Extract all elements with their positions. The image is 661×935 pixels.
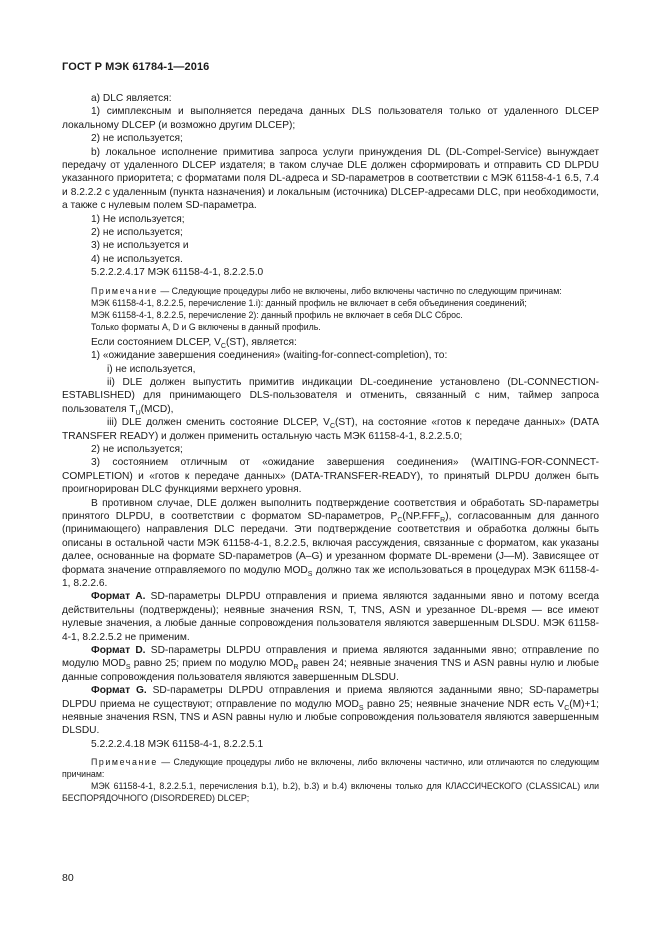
paragraph-text: 2) не используется; [91, 443, 183, 455]
note-block-1 [62, 285, 599, 333]
paragraph [62, 738, 599, 751]
paragraph-text: 2) не используется; [91, 133, 183, 145]
note-label: Примечание [91, 757, 158, 768]
paragraph-text: 1) «ожидание завершения соединения» (waiting-for-connect-completion), то: [91, 350, 448, 362]
note-items [62, 297, 599, 333]
paragraph [62, 590, 599, 644]
paragraph-text: 1) симплексным и выполняется передача данных DLS пользователя только от удаленного DLCEP локальному DLCEP (и возможно другим DLCEP); [62, 106, 599, 131]
paragraph [62, 497, 599, 591]
note-item: МЭК 61158-4-1, 8.2.2.5, перечисление 2): данный профиль не включает в себя DLC Сброс. [91, 309, 463, 320]
note-block-2 [62, 756, 599, 804]
paragraph [62, 684, 599, 738]
paragraph-text: i) не используется, [107, 363, 196, 375]
note-label: Примечание [91, 285, 158, 296]
note-item: МЭК 61158-4-1, 8.2.2.5.1, перечисления b.1), b.2), b.3) и b.4) включены только для КЛАССИЧЕСКОГО (CLASSICAL) или БЕСПОРЯДОЧНОГО (DISORDERED) DLCEP; [62, 781, 599, 804]
paragraph [62, 146, 599, 213]
note-item: МЭК 61158-4-1, 8.2.2.5, перечисление 1.i): данный профиль не включает в себя объединения соединений; [91, 297, 527, 308]
paragraph-text: SD-параметры DLPDU отправления и приема являются заданными явно и потому всегда действительны (подтверждены); неявные значения RSN, T, TNS, ASN и урезанное DL-время — все имеют нулевые значения, а любые данные сопровождения пользователя являются завершенным DLSDU. МЭК 61158-4-1, 8.2.2.5.2 не применим. [62, 591, 599, 643]
paragraph [62, 213, 599, 226]
page-body [62, 92, 599, 807]
note-intro: Примечание — Следующие процедуры либо не включены, либо включены частично по следующим причинам: [91, 285, 562, 296]
paragraph-text: SD-параметры DLPDU отправления и приема являются заданными явно; отправление по модулю $MOD_S$ равно 25; прием по модулю $MOD_R$ равен 24; неявные значения TNS и ASN равны нулю и любые данные сопровождения пользователя являются завершенным DLSDU. [62, 645, 600, 683]
note-intro: Примечание — Следующие процедуры либо не включены, либо включены частично, или отличаются по следующим причинам: [62, 757, 599, 780]
paragraph-text: 4) не используется. [91, 253, 183, 265]
paragraph [62, 253, 599, 266]
format-label: Формат G. [91, 685, 147, 697]
paragraph-text: ii) DLE должен выпустить примитив индикации DL-соединение установлено (DL-CONNECTION-ESTABLISHED) для принимающего DLS-пользователя и отменить, связанный с ним, таймер запроса пользователя $T_U(MCD)$, [62, 376, 599, 417]
paragraph [62, 239, 599, 252]
paragraph-text: 2) не используется; [91, 227, 183, 239]
paragraph [62, 226, 599, 239]
paragraph-text: 5.2.2.2.4.17 МЭК 61158-4-1, 8.2.2.5.0 [91, 267, 264, 279]
paragraph-text: b) локальное исполнение примитива запроса услуги принуждения DL (DL-Compel-Service) вынуждает передачу от удаленного DLCEP издателя; в таком случае DLE должен сформировать и отправить CD DLPDU указанного приоритета; с форматами поля DL-адреса и SD-параметров в соответствии с МЭК 61158-4-1 6.5, 7.4 и 8.2.2.2 с удаленным (пункта назначения) и локальным (источника) DLCEP-адресами DLC, при необходимости, а также с нулевым полем SD-параметра. [62, 146, 599, 212]
document-header: ГОСТ Р МЭК 61784-1—2016 [62, 61, 210, 73]
paragraph [62, 363, 599, 376]
page-number: 80 [62, 872, 74, 884]
paragraph [62, 443, 599, 456]
paragraph [62, 92, 599, 105]
paragraph-text: 3) состоянием отличным от «ожидание завершения соединения» (WAITING-FOR-CONNECT-COMPLETION) и «готов к передаче данных» (DATA-TRANSFER-READY), то принятый DLPDU должен быть проигнорирован DLC функциями верхнего уровня. [62, 457, 599, 496]
note-items [62, 780, 599, 804]
paragraph-text: 5.2.2.2.4.18 МЭК 61158-4-1, 8.2.2.5.1 [91, 738, 264, 750]
paragraph [62, 376, 599, 416]
paragraph-text: Если состоянием DLCEP, $V_C(ST)$, является: [91, 336, 297, 350]
paragraph [62, 456, 599, 496]
note-item: Только форматы A, D и G включены в данный профиль. [91, 321, 321, 332]
paragraph-text: SD-параметры DLPDU отправления и приема являются заданными явно; SD-параметры DLPDU приема не существуют; отправление по модулю $MOD_S$ равно 25; неявные значение NDR есть $V_C(M)+1$; неявные значения RSN, TNS и ASN равны нулю и любые сопровождения пользователя являются завершенным DLSDU. [62, 685, 599, 737]
paragraph [62, 349, 599, 362]
paragraph [62, 644, 599, 684]
paragraph-text: 3) не используется и [91, 240, 189, 252]
paragraph [62, 336, 599, 349]
paragraph-text: a) DLC является: [91, 93, 172, 104]
paragraph [62, 416, 599, 443]
paragraph [62, 266, 599, 279]
paragraph [62, 132, 599, 145]
paragraph [62, 105, 599, 132]
paragraph-text: 1) Не используется; [91, 213, 185, 225]
paragraph-text: В противном случае, DLE должен выполнить подтверждение соответствия и обработать SD-параметры принятого DLPDU, в соответствии с форматом SD-параметров, $P_C(NP.FFF_R)$, согласованным для данного (принимающего) направления DLC передачи. Эти подтверждение соответствия и обработка должны быть описаны в остальной части МЭК 61158-4-1, 8.2.2.5, включая рассуждения, связанные с форматом, как указаны далее, основанные на формате SD-параметров (A–G) и урезанном формате DL-времени (J—M). Зависящее от формата значение отправляемого по модулю $MOD_S$ должно так же использоваться в процедурах МЭК 61158-4-1, 8.2.2.6. [62, 497, 600, 589]
section-paragraphs-2 [62, 336, 599, 752]
paragraph-text: iii) DLE должен сменить состояние DLCEP, $V_C(ST)$, на состояние «готов к передаче данных» (DATA TRANSFER READY) и должен применить остальную часть МЭК 61158-4-1, 8.2.2.5.0; [62, 417, 599, 442]
section-paragraphs-1 [62, 92, 599, 280]
format-label: Формат A. [91, 591, 146, 603]
format-label: Формат D. [91, 645, 146, 657]
